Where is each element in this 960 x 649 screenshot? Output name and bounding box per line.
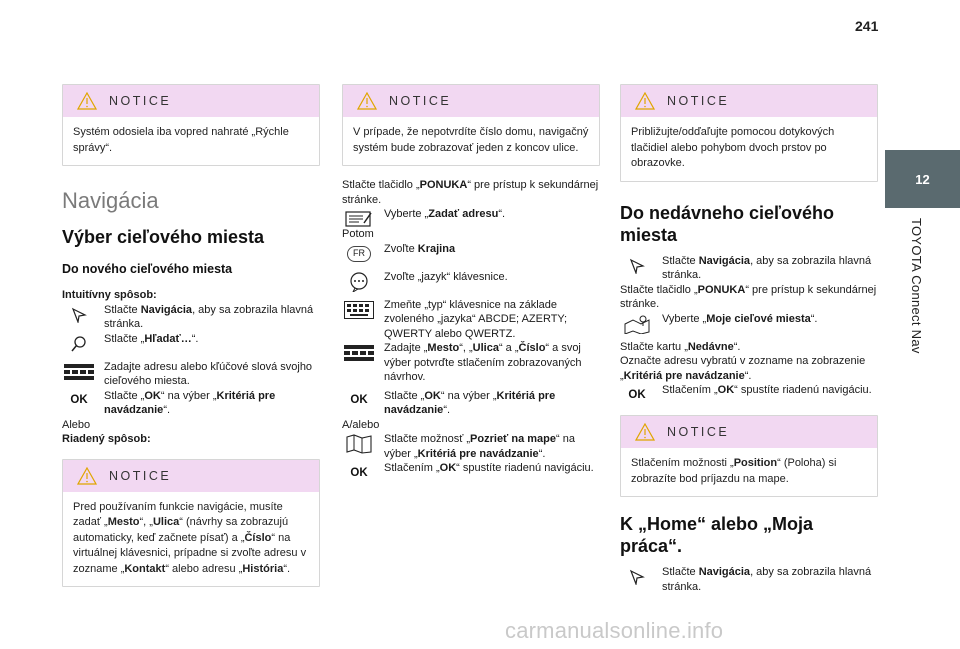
- warning-icon: [357, 92, 377, 110]
- step-keyboard-type: Zmeňte „typ“ klávesnice na základe zvoleného „jazyka“ ABCDE; AZERTY; QWERTY alebo QWERTZ.: [342, 298, 600, 342]
- step-enter-address: Zadajte adresu alebo kľúčové slová svojho cieľového miesta.: [62, 360, 320, 389]
- or-label: A/alebo: [342, 418, 380, 431]
- step-view-map: Stlačte možnosť „Pozrieť na mape“ na výber „Kritériá pre navádzanie“.: [342, 432, 600, 461]
- step-enter-address: Vyberte „Zadať adresu“.: [342, 207, 600, 227]
- watermark: carmanualsonline.info: [505, 618, 724, 643]
- chapter-title: TOYOTA Connect Nav: [909, 218, 924, 354]
- notice-box: [620, 415, 878, 497]
- section-title: Navigácia: [62, 188, 159, 213]
- step-country: FR Zvoľte Krajina: [342, 242, 600, 262]
- warning-icon: [635, 423, 655, 441]
- column-2: [342, 84, 600, 481]
- language-icon: [347, 272, 371, 292]
- column-3: [620, 84, 878, 594]
- notice-title: NOTICE: [109, 468, 172, 483]
- notice-title: NOTICE: [667, 94, 730, 108]
- navigation-icon: [71, 307, 87, 323]
- notice-box: [62, 84, 320, 166]
- country-flag-icon: FR: [347, 246, 371, 262]
- or-label: Alebo: [62, 418, 91, 431]
- map-icon: [346, 434, 372, 454]
- notice-text: Stlačením možnosti „Position“ (Poloha) si zobrazíte bod príjazdu na mape.: [631, 457, 837, 485]
- warning-icon: [77, 92, 97, 110]
- ok-icon: OK: [628, 388, 646, 401]
- ok-icon: OK: [350, 394, 368, 407]
- step-start-navigation: OK Stlačením „OK“ spustíte riadenú navigáciu.: [350, 462, 594, 479]
- method-label: Intuitívny spôsob:: [62, 289, 157, 301]
- keyboard-icon: [344, 345, 374, 361]
- step-ok: OK Stlačte „OK“ na výber „Kritériá pre navádzanie“.: [350, 389, 556, 416]
- notice-box: [342, 84, 600, 166]
- search-icon: [70, 335, 88, 353]
- ok-icon: OK: [350, 466, 368, 479]
- heading: K „Home“ alebo „Moja práca“.: [620, 514, 814, 556]
- notice-text: Približujte/odďaľujte pomocou dotykových tlačidiel alebo pohybom dvoch prstov po obrazovke.: [631, 126, 835, 169]
- warning-icon: [635, 92, 655, 110]
- method-label: Riadený spôsob:: [62, 433, 151, 445]
- notice-box: [62, 459, 320, 588]
- notice-text: Systém odosiela iba vopred nahraté „Rýchle správy“.: [73, 126, 289, 154]
- step-city-street: Zadajte „Mesto“, „Ulica“ a „Číslo“ a svoj výber potvrďte stlačením zobrazovaných návrhov.: [342, 341, 600, 385]
- menu-instruction: Stlačte tlačidlo „PONUKA“ pre prístup k sekundárnej stránke.: [342, 179, 599, 206]
- ok-icon: OK: [70, 394, 88, 407]
- step-navigation: Stlačte Navigácia, aby sa zobrazila hlavná stránka.: [620, 254, 878, 283]
- notice-title: NOTICE: [667, 425, 730, 439]
- heading: Do nedávneho cieľového miesta: [620, 202, 834, 245]
- recent-tab-instruction: Stlačte kartu „Nedávne“.: [620, 340, 741, 353]
- step-navigation: Stlačte Navigácia, aby sa zobrazila hlavná stránka.: [620, 565, 878, 594]
- chapter-side-tab[interactable]: [885, 150, 960, 540]
- navigation-icon: [629, 258, 645, 274]
- destinations-map-icon: [623, 314, 651, 334]
- notice-title: NOTICE: [109, 94, 172, 108]
- step-language: Zvoľte „jazyk“ klávesnice.: [342, 270, 600, 290]
- step-search: Stlačte „Hľadať…“.: [62, 332, 320, 352]
- step-ok: OK Stlačte „OK“ na výber „Kritériá pre navádzanie“.: [70, 389, 276, 416]
- address-entry-icon: [345, 209, 373, 229]
- step-navigation: Stlačte Navigácia, aby sa zobrazila hlavná stránka.: [62, 303, 320, 332]
- menu-instruction: Stlačte tlačidlo „PONUKA“ pre prístup k sekundárnej stránke.: [620, 283, 877, 310]
- then-label: Potom: [342, 228, 374, 240]
- notice-text: V prípade, že nepotvrdíte číslo domu, navigačný systém bude zobrazovať jeden z koncov ulice.: [353, 126, 589, 154]
- step-start-navigation: OK Stlačením „OK“ spustíte riadenú navigáciu.: [628, 384, 872, 401]
- subheading: Do nového cieľového miesta: [62, 262, 233, 276]
- select-address-instruction: Označte adresu vybratú v zozname na zobrazenie „Kritériá pre navádzanie“.: [620, 355, 866, 382]
- warning-icon: [77, 467, 97, 485]
- step-my-destinations: Vyberte „Moje cieľové miesta“.: [620, 312, 878, 332]
- notice-title: NOTICE: [389, 94, 452, 108]
- page-number: 241: [855, 18, 879, 34]
- navigation-icon: [629, 569, 645, 585]
- keyboard-icon: [64, 364, 94, 380]
- heading: Výber cieľového miesta: [62, 227, 265, 247]
- chapter-number: 12: [885, 150, 960, 208]
- column-1: [62, 84, 320, 587]
- notice-box: [620, 84, 878, 182]
- notice-text: Pred používaním funkcie navigácie, musíte zadať „Mesto“, „Ulica“ (návrhy sa zobrazujú automaticky, keď začnete písať) a „Číslo“ na virtuálnej klávesnici, prípadne si zvoľte adresu v zozname „Kontakt“ alebo adresu „História“.: [73, 500, 307, 575]
- keyboard-type-icon: [344, 301, 374, 319]
